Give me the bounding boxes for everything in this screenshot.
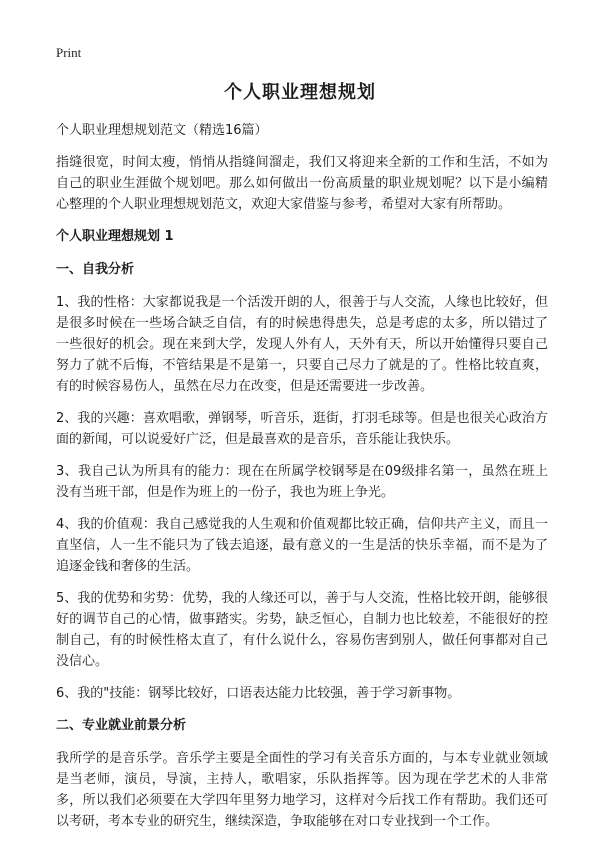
page-title: 个人职业理想规划 xyxy=(224,82,376,103)
intro-paragraph: 指缝很宽，时间太瘦，悄悄从指缝间溜走，我们又将迎来全新的工作和生活，不如为自己的职业生涯做个规划吧。那么如何做出一份高质量的职业规划呢？以下是小编精心整理的个人职业理想规划范文，欢迎大家借鉴与参考，希望对大家有所帮助。 xyxy=(56,155,548,212)
list-item: 1、我的性格：大家都说我是一个活泼开朗的人，很善于与人交流，人缘也比较好，但是很多时候在一些场合缺乏自信，有的时候患得患失，总是考虑的太多，所以错过了一些很好的机会。现在来到大学，发现人外有人，天外有天，所以开始懂得只要自己努力了就不后悔，不管结果是不是第一，只要自己尽力了就是的了。性格比较直爽，有的时候容易伤人，虽然在尽力在改变，但是还需要进一步改善。 xyxy=(56,295,548,394)
list-item: 6、我的"技能：钢琴比较好，口语表达能力比较强，善于学习新事物。 xyxy=(56,686,461,701)
print-link[interactable]: Print xyxy=(56,45,82,60)
list-item: 4、我的价值观：我自己感觉我的人生观和价值观都比较正确，信仰共产主义，而且一直坚信，人一生不能只为了钱去追逐，最有意义的一生是活的快乐幸福，而不是为了追逐金钱和奢侈的生活。 xyxy=(56,517,548,574)
document-body xyxy=(56,120,548,843)
list-item: 5、我的优势和劣势：优势，我的人缘还可以，善于与人交流，性格比较开朗，能够很好的调节自己的心情，做事踏实。劣势，缺乏恒心，自制力也比较差，不能很好的控制自己，有的时候性格太直了，有什么说什么，容易伤害到别人，做任何事都对自己没信心。 xyxy=(56,591,548,669)
list-item: 3、我自己认为所具有的能力：现在在所属学校钢琴是在09级排名第一，虽然在班上没有当班干部，但是作为班上的一份子，我也为班上争光。 xyxy=(56,464,548,500)
document-subtitle: 个人职业理想规划范文（精选16篇） xyxy=(56,123,268,138)
section-heading-self-analysis: 一、自我分析 xyxy=(56,262,135,277)
article-heading: 个人职业理想规划 1 xyxy=(56,229,174,244)
career-outlook-paragraph: 我所学的是音乐学。音乐学主要是全面性的学习有关音乐方面的，与本专业就业领域是当老师，演员，导演，主持人，歌唱家，乐队指挥等。因为现在学艺术的人非常多，所以我们必须要在大学四年里努力地学习，这样对今后找工作有帮助。我们还可以考研，考本专业的研究生，继续深造，争取能够在对口专业找到一个工作。 xyxy=(56,751,548,829)
section-heading-career-outlook: 二、专业就业前景分析 xyxy=(56,718,187,733)
list-item: 2、我的兴趣：喜欢唱歌，弹钢琴，听音乐，逛街，打羽毛球等。但是也很关心政治方面的新闻，可以说爱好广泛，但是最喜欢的是音乐，音乐能让我快乐。 xyxy=(56,411,548,447)
